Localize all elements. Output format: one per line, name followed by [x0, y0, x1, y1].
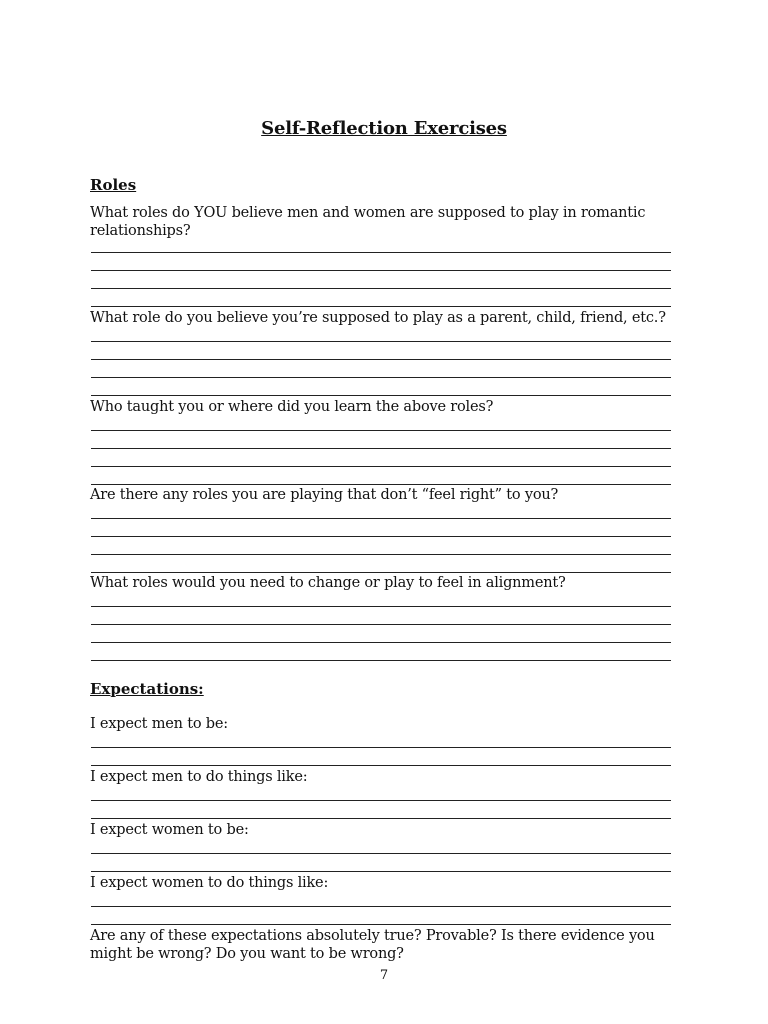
answer-line[interactable]: [91, 554, 671, 555]
answer-line[interactable]: [91, 430, 671, 431]
answer-line[interactable]: [91, 747, 671, 748]
roles-question-1: What roles do YOU believe men and women are supposed to play in romantic relationships?: [90, 205, 646, 239]
answer-line[interactable]: [91, 853, 671, 854]
expectations-prompt-5: Are any of these expectations absolutely true? Provable? Is there evidence you might be wrong? Do you want to be wrong?: [90, 928, 655, 962]
answer-line[interactable]: [91, 660, 671, 661]
roles-question-2: What role do you believe you’re supposed to play as a parent, child, friend, etc.?: [90, 310, 666, 326]
answer-line[interactable]: [91, 341, 671, 342]
answer-line[interactable]: [91, 484, 671, 485]
roles-heading: Roles: [90, 176, 137, 194]
answer-line[interactable]: [91, 642, 671, 643]
answer-line[interactable]: [91, 572, 671, 573]
answer-line[interactable]: [91, 306, 671, 307]
expectations-prompt-2: I expect men to do things like:: [90, 769, 308, 785]
expectations-heading: Expectations:: [90, 680, 204, 698]
answer-line[interactable]: [91, 252, 671, 253]
answer-line[interactable]: [91, 624, 671, 625]
answer-line[interactable]: [91, 448, 671, 449]
answer-line[interactable]: [91, 395, 671, 396]
expectations-prompt-4: I expect women to do things like:: [90, 875, 329, 891]
answer-line[interactable]: [91, 871, 671, 872]
roles-question-3: Who taught you or where did you learn the above roles?: [90, 399, 494, 415]
roles-question-4: Are there any roles you are playing that don’t “feel right” to you?: [90, 487, 559, 503]
answer-line[interactable]: [91, 924, 671, 925]
answer-line[interactable]: [91, 536, 671, 537]
answer-line[interactable]: [91, 466, 671, 467]
answer-line[interactable]: [91, 906, 671, 907]
expectations-prompt-3: I expect women to be:: [90, 822, 249, 838]
answer-line[interactable]: [91, 288, 671, 289]
answer-line[interactable]: [91, 270, 671, 271]
answer-line[interactable]: [91, 800, 671, 801]
answer-line[interactable]: [91, 377, 671, 378]
answer-line[interactable]: [91, 818, 671, 819]
answer-line[interactable]: [91, 765, 671, 766]
answer-line[interactable]: [91, 606, 671, 607]
page-title: Self-Reflection Exercises: [261, 118, 507, 139]
answer-line[interactable]: [91, 518, 671, 519]
expectations-prompt-1: I expect men to be:: [90, 716, 228, 732]
page-number: 7: [379, 968, 389, 983]
roles-question-5: What roles would you need to change or play to feel in alignment?: [90, 575, 566, 591]
answer-line[interactable]: [91, 359, 671, 360]
